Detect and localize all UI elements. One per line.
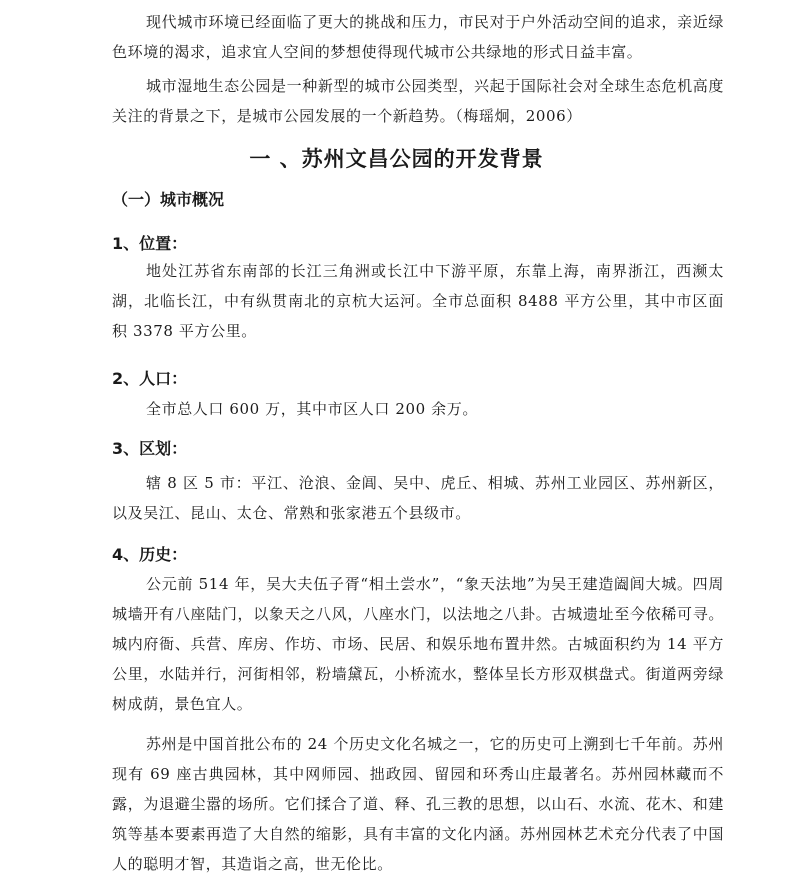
chapter-title: 一 、苏州文昌公园的开发背景 xyxy=(249,147,544,171)
intro-paragraph-1: 现代城市环境已经面临了更大的挑战和压力，市民对于户外活动空间的追求，亲近绿色环境的渴求，追求宜人空间的梦想使得现代城市公共绿地的形式日益丰富。 xyxy=(112,13,724,61)
intro-paragraph-2: 城市湿地生态公园是一种新型的城市公园类型，兴起于国际社会对全球生态危机高度关注的背景之下，是城市公园发展的一个新趋势。（梅瑶炯，2006） xyxy=(112,77,724,125)
section-title-city-overview: （一）城市概况 xyxy=(112,190,225,209)
history-paragraph-2: 苏州是中国首批公布的 24 个历史文化名城之一，它的历史可上溯到七千年前。苏州现有 69 座古典园林，其中网师园、拙政园、留园和环秀山庄最著名。苏州园林藏而不露，为退避尘嚣的场所。它们揉合了道、释、孔三教的思想，以山石、水流、花木、和建筑等基本要素再造了大自然的缩影，具有丰富的文化内涵。苏州园林艺术充分代表了中国人的聪明才智，其造诣之高，世无伦比。 xyxy=(112,735,724,873)
location-paragraph: 地处江苏省东南部的长江三角洲或长江中下游平原，东靠上海，南界浙江，西濒太湖，北临长江，中有纵贯南北的京杭大运河。全市总面积 8488 平方公里，其中市区面积 3378 平方公里。 xyxy=(112,262,724,340)
heading-history: 4、历史： xyxy=(112,545,188,564)
division-paragraph: 辖 8 区 5 市：平江、沧浪、金阊、吴中、虎丘、相城、苏州工业园区、苏州新区，以及吴江、昆山、太仓、常熟和张家港五个县级市。 xyxy=(112,474,724,522)
population-paragraph: 全市总人口 600 万，其中市区人口 200 余万。 xyxy=(146,400,478,418)
heading-population: 2、人口： xyxy=(112,369,188,388)
heading-location: 1、位置： xyxy=(112,234,188,253)
heading-division: 3、区划： xyxy=(112,439,188,458)
history-paragraph-1: 公元前 514 年，吴大夫伍子胥“相土尝水”，“象天法地”为吴王建造阖闾大城。四周城墙开有八座陆门，以象天之八风，八座水门，以法地之八卦。古城遗址至今依稀可寻。城内府衙、兵营、库房、作坊、市场、民居、和娱乐地布置井然。古城面积约为 14 平方公里，水陆并行，河街相邻，粉墙黛瓦，小桥流水，整体呈长方形双棋盘式。街道两旁绿树成荫，景色宜人。 xyxy=(112,575,724,713)
